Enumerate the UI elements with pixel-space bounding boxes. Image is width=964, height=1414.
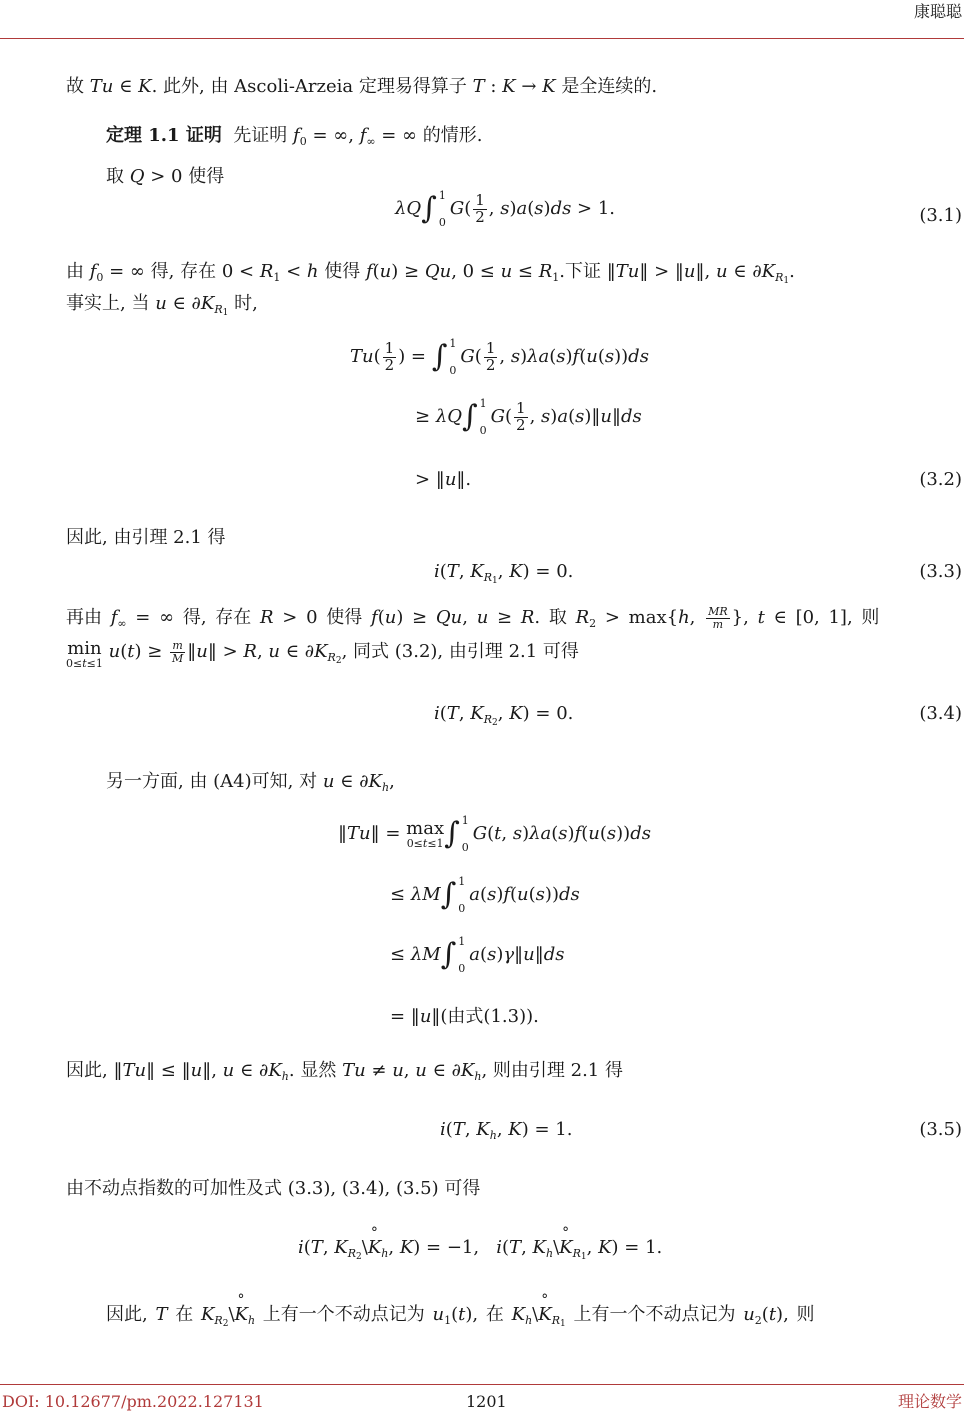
footer-page-number: 1201	[466, 1392, 507, 1411]
header-rule	[0, 38, 964, 39]
estimate-line-2: ≤ λM∫ 1 0 a(s)f(u(s))ds	[390, 875, 580, 915]
paragraph-2: 由 $f_0$ = ∞ 得, 存在 $0 < R_1 < h$ 使得 f(u) ≥ Qu, $0 \le u \le R_1$.下证 ‖Tu‖ > ‖u‖, u ∈ $\partial K_{R1}$.	[66, 261, 795, 286]
theorem-proof-line: 定理 1.1 证明 先证明 $f_0$ = ∞, $f_\infty$ = ∞ 的情形.	[106, 125, 483, 148]
equation-3-2-line-2: ≥ λQ∫ 1 0 G( $\frac{1}{2}$ , s)a(s)‖u‖ds	[415, 397, 642, 437]
paragraph-10: 因此, T 在 $K_{R2}\backslash^\circ$ $K_h$ 上有一个不动点记为 $u_1(t)$, 在 $K_h\backslash^\circ$ $K_{R1}$ 上有一个不动点记为 $u_2(t)$, 则	[106, 1304, 815, 1330]
header-author: 康聪聪	[913, 2, 962, 21]
take-q-line: 取 Q > 0 使得	[106, 166, 225, 187]
equation-number-3-1: (3.1)	[919, 205, 962, 226]
equation-number-3-4: (3.4)	[919, 703, 962, 724]
paragraph-8: 因此, ‖Tu‖ ≤ ‖u‖, u ∈ $\partial K_h$. 显然 Tu ≠ u, u ∈ $\partial K_h$, 则由引理 2.1 得	[66, 1060, 623, 1083]
paragraph-1: 故 Tu ∈ K. 此外, 由 Ascoli-Arzeia 定理易得算子 T : K → K 是全连续的.	[66, 76, 658, 97]
index-equation: i(T, $K_{R2}\backslash^\circ$ $K_h$, K) = −1, i(T, $K_h\backslash^\circ$ $K_{R1}$, K) = 1.	[298, 1237, 662, 1263]
estimate-line-1: ‖Tu‖ = max 0≤t≤1 ∫ 1 0 G(t, s)λa(s)f(u(s))ds	[338, 814, 651, 854]
paragraph-3: 事实上, 当 u ∈ $\partial K_{R1}$ 时,	[66, 293, 258, 318]
theorem-label: 定理 1.1 证明	[106, 125, 222, 146]
estimate-line-3: ≤ λM∫ 1 0 a(s)γ‖u‖ds	[390, 935, 565, 975]
footer-doi[interactable]: DOI: 10.12677/pm.2022.127131	[2, 1392, 264, 1411]
equation-number-3-2: (3.2)	[919, 469, 962, 490]
paragraph-4: 因此, 由引理 2.1 得	[66, 527, 226, 548]
paragraph-6: min 0≤t≤1 u(t) ≥ $\frac{m}{M}$ ‖u‖ > R, u ∈ $\partial K_{R2}$, 同式 (3.2), 由引理 2.1 可得	[66, 638, 579, 670]
paragraph-9: 由不动点指数的可加性及式 (3.3), (3.4), (3.5) 可得	[66, 1178, 481, 1199]
footer-rule	[0, 1384, 964, 1385]
equation-number-3-5: (3.5)	[919, 1119, 962, 1140]
equation-3-5: i(T, $K_h$, K) = 1.	[440, 1119, 573, 1142]
equation-3-2-line-3: > ‖u‖.	[415, 469, 472, 490]
paragraph-7: 另一方面, 由 (A4)可知, 对 u ∈ $\partial K_h$,	[106, 771, 395, 794]
estimate-line-4: = ‖u‖(由式(1.3)).	[390, 1006, 539, 1027]
equation-3-1: λQ∫ 1 0 G( $\frac{1}{2}$ , s)a(s)ds > 1.	[395, 189, 616, 229]
equation-3-4: i(T, $K_{R2}$, K) = 0.	[434, 703, 574, 728]
equation-3-3: i(T, $K_{R1}$, K) = 0.	[434, 561, 574, 586]
footer-journal[interactable]: 理论数学	[897, 1392, 962, 1411]
paragraph-5: 再由 $f_\infty$ = ∞ 得, 存在 R > 0 使得 f(u) ≥ Qu, u ≥ R. 取 $R_2 > \max\{h$, $\frac{MR}{m}$ }, t ∈ [0, 1], 则	[66, 605, 880, 631]
equation-number-3-3: (3.3)	[919, 561, 962, 582]
equation-3-2-line-1: Tu( $\frac{1}{2}$ ) = ∫ 1 0 G( $\frac{1}{2}$ , s)λa(s)f(u(s))ds	[350, 337, 649, 377]
